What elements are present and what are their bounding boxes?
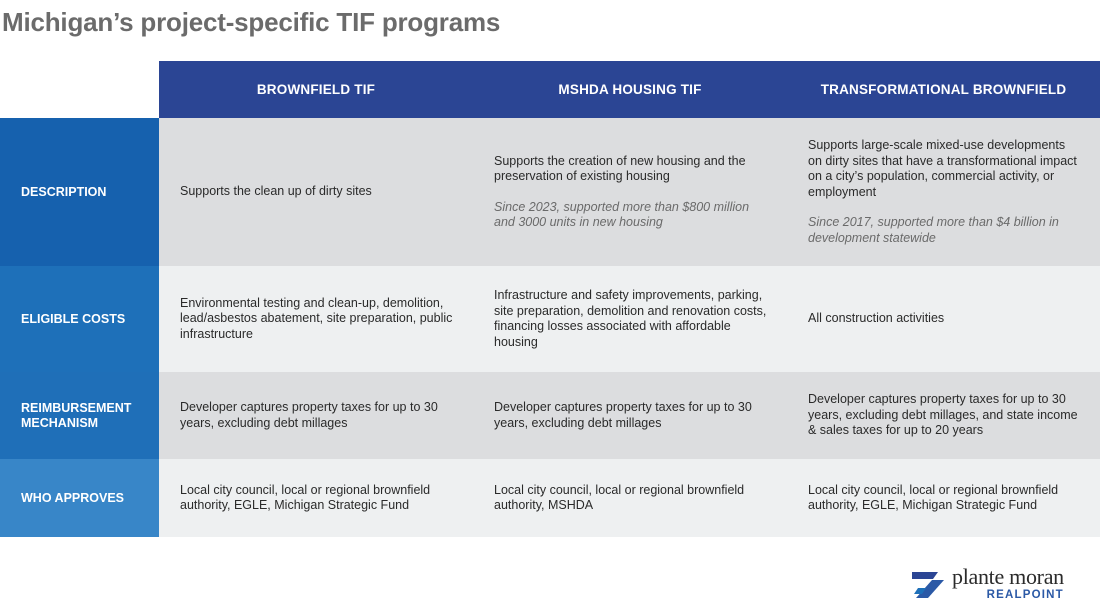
table-cell (159, 459, 473, 537)
row-header-reimbursement-mechanism: REIMBURSEMENT MECHANISM (0, 372, 159, 459)
cell-text: Developer captures property taxes for up to 30 years, excluding debt millages (494, 400, 752, 430)
cell-text: Developer captures property taxes for up to 30 years, excluding debt millages, and state income & sales taxes for up to 20 years (808, 392, 1078, 438)
page-title: Michigan’s project-specific TIF programs (2, 7, 501, 37)
table-cell (787, 118, 1100, 266)
row-header-description: DESCRIPTION (0, 118, 159, 266)
cell-note: Since 2017, supported more than $4 billion in development statewide (808, 215, 1059, 245)
cell-text: Supports the creation of new housing and the preservation of existing housing (494, 153, 746, 183)
table-cell (473, 459, 787, 537)
column-header-transformational-brownfield: TRANSFORMATIONAL BROWNFIELD (787, 61, 1100, 118)
table-cell (159, 118, 473, 266)
table-cell (159, 372, 473, 459)
table-cell (787, 459, 1100, 537)
cell-text: Supports large-scale mixed-use developments on dirty sites that have a transformational impact on a city’s population, commercial activity, or employment (808, 138, 1077, 199)
table-cell (159, 266, 473, 372)
table-cell (787, 266, 1100, 372)
cell-text: Supports the clean up of dirty sites (180, 184, 372, 199)
column-header-brownfield-tif: BROWNFIELD TIF (159, 61, 473, 118)
plante-moran-logo (910, 566, 1098, 602)
plante-moran-logo-mark-icon (910, 568, 946, 600)
cell-text: Developer captures property taxes for up to 30 years, excluding debt millages (180, 400, 438, 430)
table-cell (473, 118, 787, 266)
cell-text: Environmental testing and clean-up, demolition, lead/asbestos abatement, site preparation, public infrastructure (180, 295, 453, 341)
row-header-who-approves: WHO APPROVES (0, 459, 159, 537)
cell-text: Local city council, local or regional brownfield authority, EGLE, Michigan Strategic Fund (180, 482, 431, 512)
column-header-mshda-housing-tif: MSHDA HOUSING TIF (473, 61, 787, 118)
cell-text: Local city council, local or regional brownfield authority, EGLE, Michigan Strategic Fund (808, 482, 1059, 512)
table-cell (473, 372, 787, 459)
tif-programs-table (0, 61, 1100, 537)
table-cell (473, 266, 787, 372)
cell-note: Since 2023, supported more than $800 million and 3000 units in new housing (494, 199, 750, 229)
table-corner (0, 61, 159, 118)
logo-subtitle: REALPOINT (986, 589, 1064, 601)
row-header-eligible-costs: ELIGIBLE COSTS (0, 266, 159, 372)
table-cell (787, 372, 1100, 459)
logo-name: plante moran (952, 564, 1064, 589)
cell-text: All construction activities (808, 311, 945, 326)
cell-text: Local city council, local or regional brownfield authority, MSHDA (494, 482, 745, 512)
cell-text: Infrastructure and safety improvements, parking, site preparation, demolition and renovation costs, financing losses associated with affordable housing (494, 288, 767, 349)
